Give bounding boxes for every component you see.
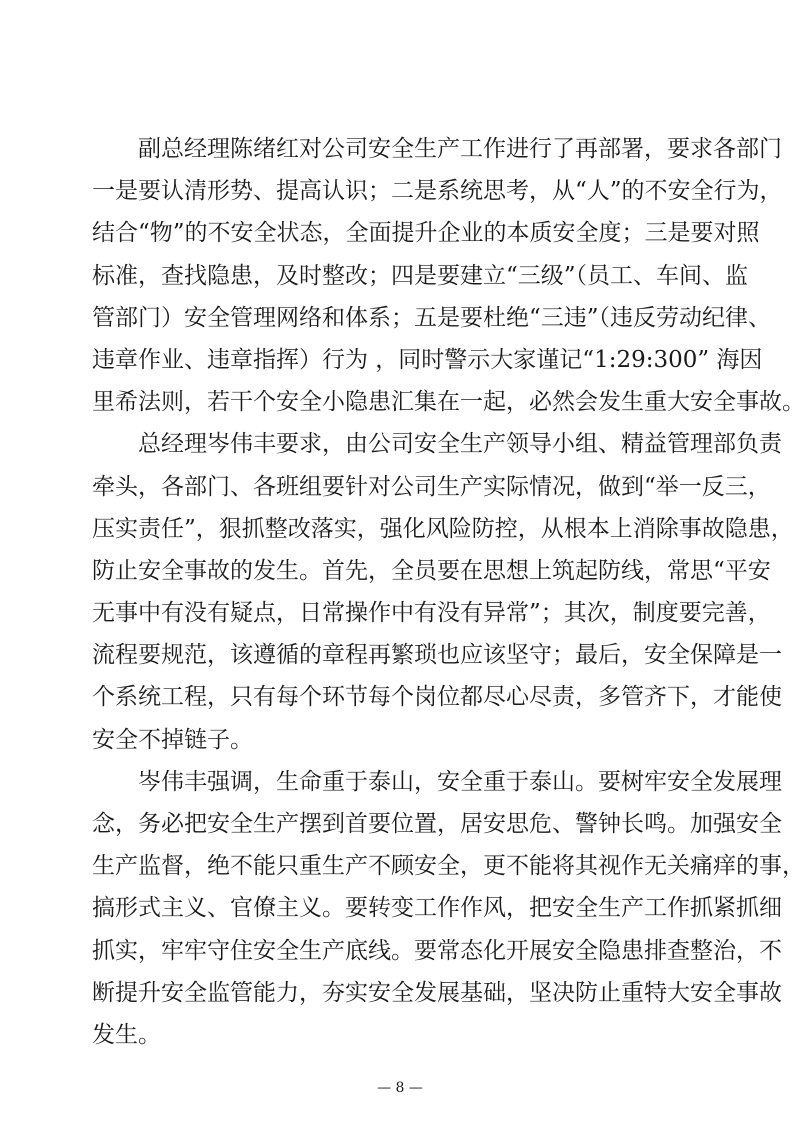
paragraph-line: 搞形式主义、官僚主义。要转变工作作风，把安全生产工作抓紧抓细 xyxy=(92,895,782,922)
paragraph-line: 流程要规范，该遵循的章程再繁琐也应该坚守；最后，安全保障是一 xyxy=(92,642,782,669)
paragraph-line: 生产监督，绝不能只重生产不顾安全，更不能将其视作无关痛痒的事， xyxy=(92,853,805,880)
page-number: — 8 — xyxy=(377,1080,423,1096)
paragraph-line: 无事中有没有疑点，日常操作中有没有异常”；其次，制度要完善， xyxy=(92,600,771,627)
paragraph-line: 发生。 xyxy=(92,1021,161,1048)
paragraph-line: 违章作业、违章指挥）行为 ，同时警示大家谨记“1:29:300” 海因 xyxy=(92,346,763,373)
paragraph-line: 压实责任”，狠抓整改落实，强化风险防控，从根本上消除事故隐患， xyxy=(92,515,794,542)
paragraph-line: 安全不掉链子。 xyxy=(92,726,253,753)
paragraph-line: 防止安全事故的发生。首先，全员要在思想上筑起防线，常思“平安 xyxy=(92,557,771,584)
paragraph-line: 结合“物”的不安全状态，全面提升企业的本质安全度；三是要对照 xyxy=(92,220,760,247)
paragraph-line: 个系统工程，只有每个环节每个岗位都尽心尽责，多管齐下，才能使 xyxy=(92,684,782,711)
paragraph-line: 念，务必把安全生产摆到首要位置，居安思危、警钟长鸣。加强安全 xyxy=(92,811,782,837)
paragraph-line: 抓实，牢牢守住安全生产底线。要常态化开展安全隐患排查整治，不 xyxy=(92,937,782,964)
paragraph-line: 管部门）安全管理网络和体系；五是要杜绝“三违”（违反劳动纪律、 xyxy=(92,304,772,331)
paragraph-line: 断提升安全监管能力，夯实安全发展基础，坚决防止重特大安全事故 xyxy=(92,979,782,1006)
paragraph-line: 副总经理陈绪红对公司安全生产工作进行了再部署，要求各部门 xyxy=(138,136,782,162)
paragraph-line: 岑伟丰强调，生命重于泰山，安全重于泰山。要树牢安全发展理 xyxy=(138,768,782,795)
paragraph-safety-deployment xyxy=(92,128,805,423)
paragraph-emphasis xyxy=(92,761,805,1056)
paragraph-line: 总经理岑伟丰要求，由公司安全生产领导小组、精益管理部负责 xyxy=(138,431,782,458)
paragraph-line: 标准，查找隐患，及时整改；四是要建立“三级”（员工、车间、监 xyxy=(92,262,749,289)
paragraph-line: 牵头，各部门、各班组要针对公司生产实际情况，做到“举一反三， xyxy=(92,473,771,500)
paragraph-line: 一是要认清形势、提高认识；二是系统思考，从“人”的不安全行为， xyxy=(92,178,783,205)
paragraph-line: 里希法则，若干个安全小隐患汇集在一起，必然会发生重大安全事故。 xyxy=(92,389,805,416)
document-body xyxy=(92,128,805,1056)
paragraph-general-manager-requirements xyxy=(92,423,794,761)
